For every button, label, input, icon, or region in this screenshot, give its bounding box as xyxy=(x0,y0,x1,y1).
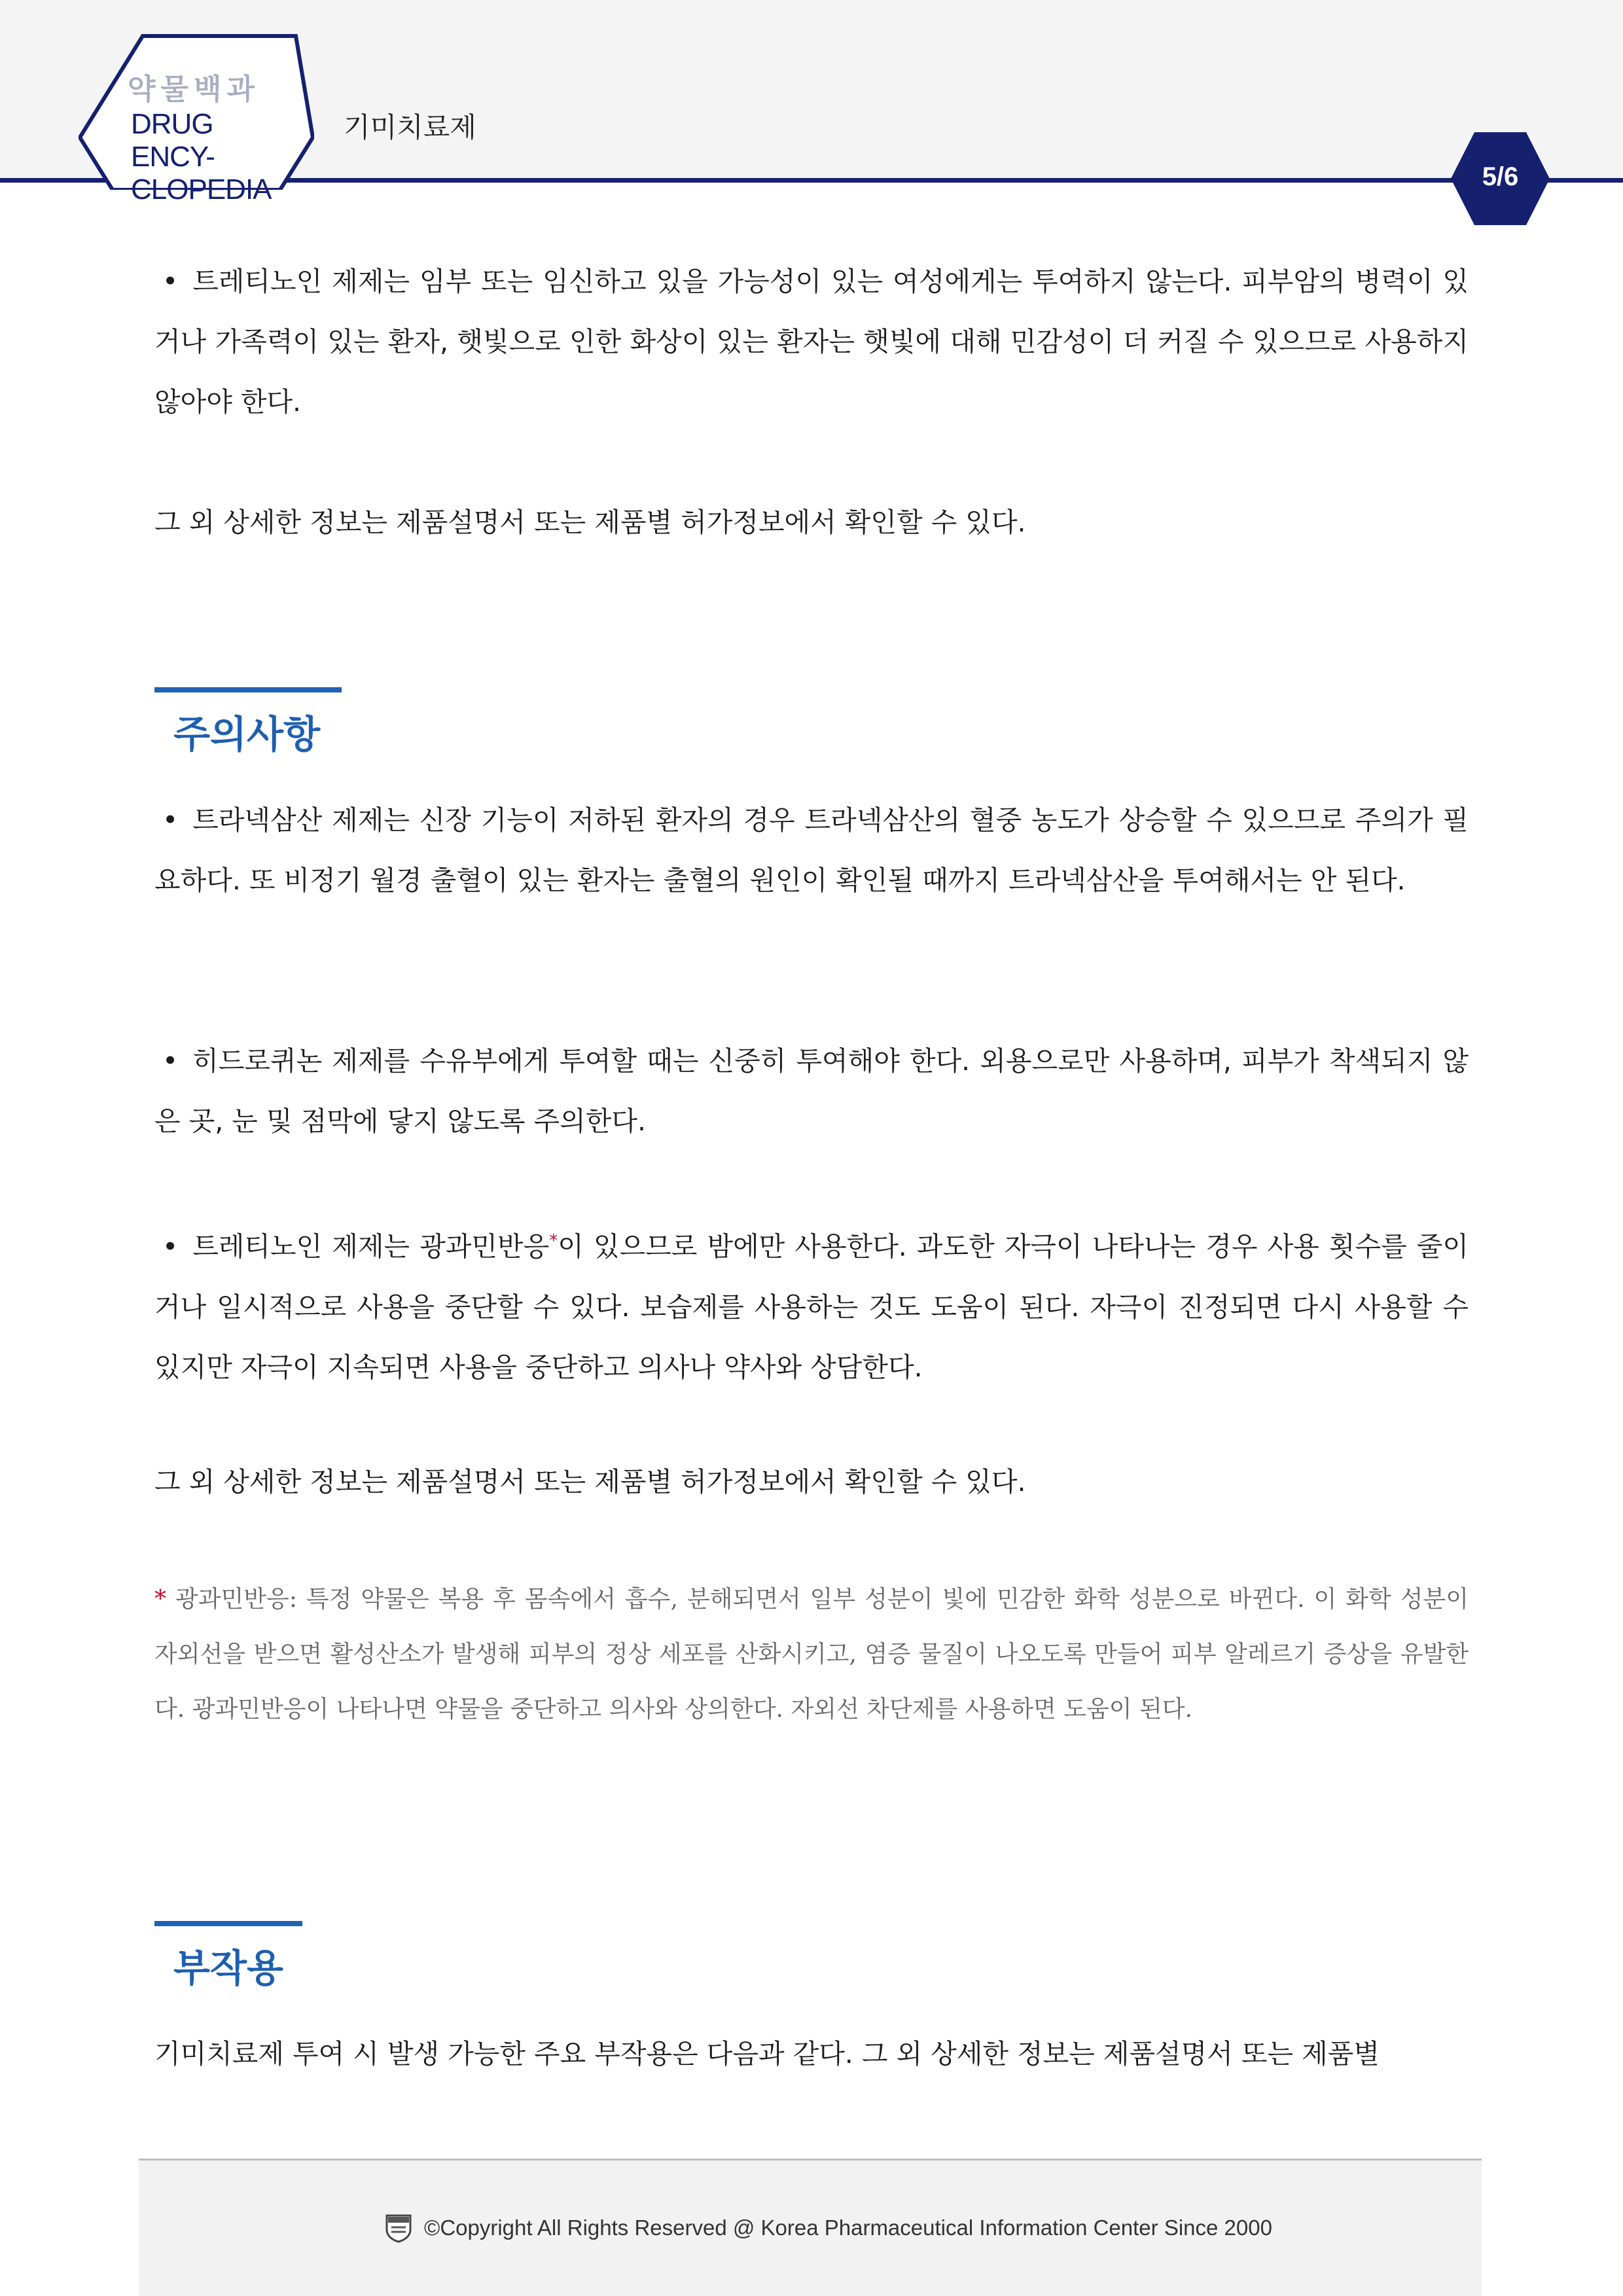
logo-english-text xyxy=(131,108,301,206)
precaution-item-tranexamic xyxy=(154,790,1469,910)
bullet-tretinoin-pregnancy xyxy=(154,251,1469,432)
bullet-text: 트레티노인 제제는 임부 또는 임신하고 있을 가능성이 있는 여성에게는 투여하지 않는다. 피부암의 병력이 있거나 가족력이 있는 환자, 햇빛으로 인한 화상이 있는 환자는 햇빛에 대해 민감성이 더 커질 수 있으므로 사용하지 않아야 한다. xyxy=(154,266,1469,418)
bullet-marker: • xyxy=(162,804,179,836)
footer-rule xyxy=(139,2159,1482,2161)
precaution-text: 트라넥삼산 제제는 신장 기능이 저하된 환자의 경우 트라넥삼산의 혈중 농도가 상승할 수 있으므로 주의가 필요하다. 또 비정기 월경 출혈이 있는 환자는 출혈의 원인이 확인될 때까지 트라넥삼산을 투여해서는 안 된다. xyxy=(154,804,1469,896)
footnote-text: 광과민반응: 특정 약물은 복용 후 몸속에서 흡수, 분해되면서 일부 성분이 빛에 민감한 화학 성분으로 바뀐다. 이 화학 성분이 자외선을 받으면 활성산소가 발생해 피부의 정상 세포를 산화시키고, 염증 물질이 나오도록 만들어 피부 알레르기 증상을 유발한다. 광과민반응이 나타나면 약물을 중단하고 의사와 상의한다. 자외선 차단제를 사용하면 도움이 된다. xyxy=(154,1586,1469,1723)
precaution-text: 히드로퀴논 제제를 수유부에게 투여할 때는 신중히 투여해야 한다. 외용으로만 사용하며, 피부가 착색되지 않은 곳, 눈 및 점막에 닿지 않도록 주의한다. xyxy=(154,1045,1469,1137)
logo-english-line1: DRUG ENCY- xyxy=(131,108,215,173)
logo-english-line2: CLOPEDIA xyxy=(131,173,272,206)
page-indicator: 5/6 xyxy=(1482,162,1519,191)
bullet-marker: • xyxy=(162,1230,179,1263)
footnote-reference: * xyxy=(549,1231,558,1251)
document-title: 기미치료제 xyxy=(344,111,476,143)
precaution-item-hydroquinone xyxy=(154,1031,1469,1151)
section-accent-bar xyxy=(154,687,342,692)
closing-note-top: 그 외 상세한 정보는 제품설명서 또는 제품별 허가정보에서 확인할 수 있다. xyxy=(154,507,1026,538)
kpic-emblem-icon xyxy=(384,2213,413,2243)
precaution-item-tretinoin xyxy=(154,1211,1469,1397)
section-heading-precautions: 주의사항 xyxy=(173,712,321,757)
footnote-marker: * xyxy=(154,1586,166,1613)
footer-copyright: ©Copyright All Rights Reserved @ Korea Pharmaceutical Information Center Since 2000 xyxy=(424,2215,1272,2240)
section-heading-side-effects: 부작용 xyxy=(173,1946,284,1990)
bullet-marker: • xyxy=(162,266,179,297)
side-effects-intro: 기미치료제 투여 시 발생 가능한 주요 부작용은 다음과 같다. 그 외 상세한 정보는 제품설명서 또는 제품별 xyxy=(154,2038,1380,2070)
logo-korean-text: 약물백과 xyxy=(128,73,260,106)
section-accent-bar xyxy=(154,1921,302,1926)
footnote-photosensitivity xyxy=(154,1572,1469,1737)
precaution-text-part2: 이 있으므로 밤에만 사용한다. 과도한 자극이 나타나는 경우 사용 횟수를 줄이거나 일시적으로 사용을 중단할 수 있다. 보습제를 사용하는 것도 도움이 된다. 자극이 진정되면 다시 사용할 수 있지만 자극이 지속되면 사용을 중단하고 의사나 약사와 상담한다. xyxy=(154,1230,1469,1383)
bullet-marker: • xyxy=(162,1045,179,1077)
closing-note-precautions: 그 외 상세한 정보는 제품설명서 또는 제품별 허가정보에서 확인할 수 있다. xyxy=(154,1466,1026,1498)
precaution-text-part1: 트레티노인 제제는 광과민반응 xyxy=(192,1230,550,1263)
